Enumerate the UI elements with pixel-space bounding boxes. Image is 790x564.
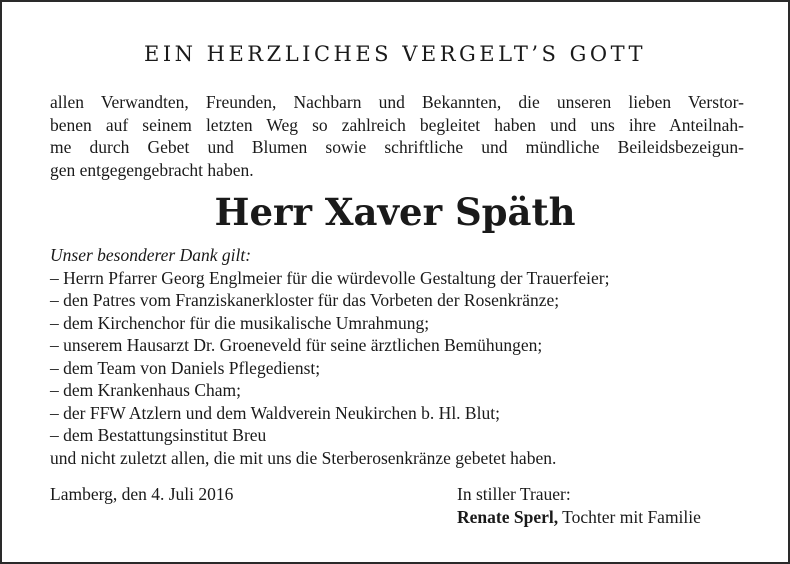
intro-paragraph: [50, 91, 744, 181]
thanks-item: – Herrn Pfarrer Georg Englmeier für die würdevolle Gestaltung der Trauerfeier;: [50, 267, 610, 288]
thanks-heading: Unser besonderer Dank gilt:: [50, 245, 252, 265]
intro-line: me durch Gebet und Blumen sowie schriftliche und mündliche Beileidsbezeigun-: [50, 137, 744, 157]
thanks-item: – den Patres vom Franziskanerkloster für das Vorbeten der Rosenkränze;: [50, 290, 560, 310]
thanks-section: [50, 244, 750, 469]
thanks-item: – dem Krankenhaus Cham;: [50, 380, 241, 400]
mourners-block: [457, 483, 701, 528]
thanks-item: – dem Kirchenchor für die musikalische Umrahmung;: [50, 312, 430, 333]
thanks-item: – dem Team von Daniels Pflegedienst;: [50, 357, 321, 378]
thanks-item: – unserem Hausarzt Dr. Groeneveld für seine ärztlichen Bemühungen;: [50, 335, 543, 355]
signer-line: [457, 507, 701, 527]
closing-line: und nicht zuletzt allen, die mit uns die Sterberosenkränze gebetet haben.: [50, 447, 557, 468]
intro-line: allen Verwandten, Freunden, Nachbarn und Bekannten, die unseren lieben Verstor-: [50, 92, 744, 112]
signer-name: Renate Sperl,: [457, 506, 559, 527]
mourning-label: In stiller Trauer:: [457, 484, 571, 504]
thanks-item: – der FFW Atzlern und dem Waldverein Neukirchen b. Hl. Blut;: [50, 402, 500, 423]
signer-relation: Tochter mit Familie: [558, 506, 701, 527]
deceased-name: Herr Xaver Späth: [214, 190, 576, 234]
thanks-item: – dem Bestattungsinstitut Breu: [50, 425, 267, 445]
notice-heading: EIN HERZLICHES VERGELT’S GOTT: [143, 42, 647, 66]
intro-line: gen entgegengebracht haben.: [50, 159, 254, 180]
intro-line: benen auf seinem letzten Weg so zahlreich begleitet haben und uns ihre Anteilnah-: [50, 114, 744, 135]
place-date: Lamberg, den 4. Juli 2016: [50, 484, 234, 504]
